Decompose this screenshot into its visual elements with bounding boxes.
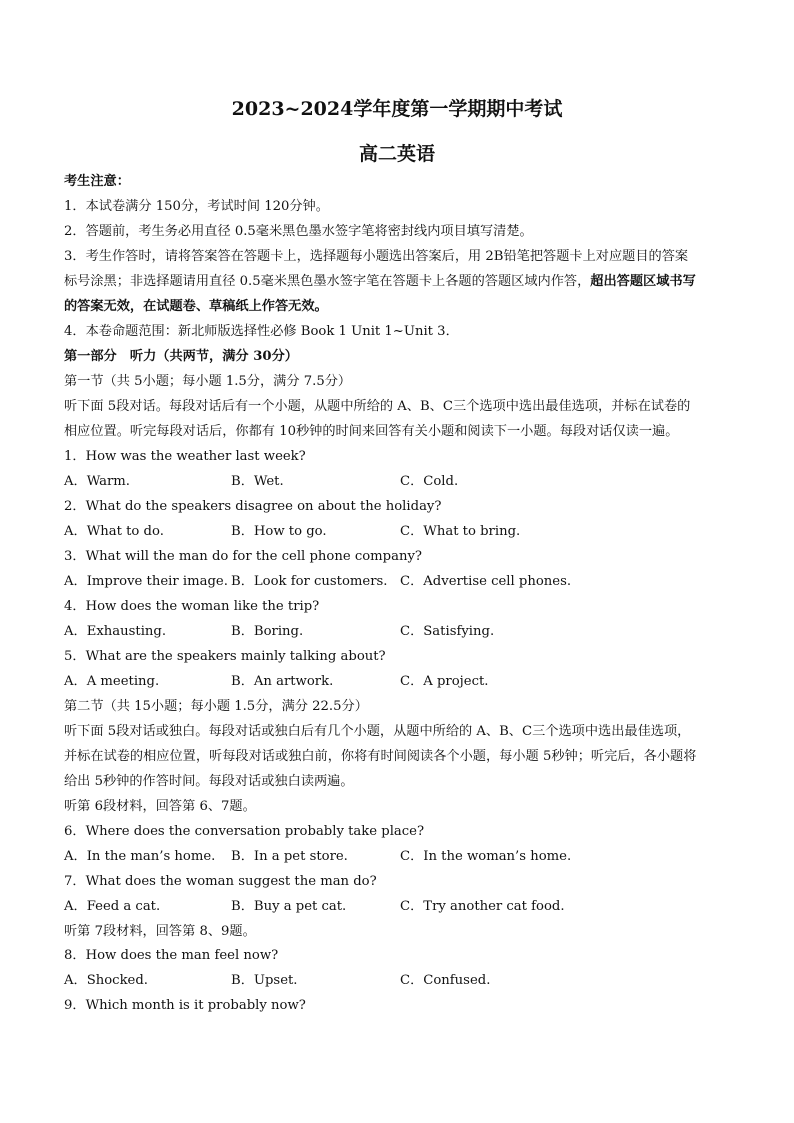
question-stem: 8．How does the man feel now? [64, 948, 279, 963]
option-b: B．Boring. [231, 624, 304, 639]
option-b: B．In a pet store. [231, 849, 348, 864]
question-stem: 4．How does the woman like the trip? [64, 599, 320, 614]
option-b: B．An artwork. [231, 674, 334, 689]
question-stem: 7．What does the woman suggest the man do? [64, 874, 377, 889]
question-options [64, 522, 736, 542]
question-options [64, 971, 736, 991]
option-c: C．Cold. [400, 474, 459, 489]
part-1-heading: 第一部分 听力（共两节，满分 30分） [64, 349, 298, 364]
option-c: C．Try another cat food. [400, 899, 565, 914]
option-b: B．Wet. [231, 474, 284, 489]
section-1-heading: 第一节（共 5小题；每小题 1.5分，满分 7.5分） [64, 374, 352, 389]
option-c: C．In the woman’s home. [400, 849, 572, 864]
question-stem: 1．How was the weather last week? [64, 449, 306, 464]
option-a: A．Feed a cat. [64, 899, 161, 914]
option-c: C．What to bring. [400, 524, 521, 539]
question-options [64, 572, 736, 592]
notice-item-3-line-2 [64, 272, 736, 292]
material-note: 听第 6段材料，回答第 6、7题。 [64, 799, 256, 814]
notice-item-4: 4．本卷命题范围：新北师版选择性必修 Book 1 Unit 1~Unit 3． [64, 324, 459, 339]
option-a: A．Improve their image. [64, 574, 228, 589]
section-2-instructions-1: 听下面 5段对话或独白。每段对话或独白后有几个小题，从题中所给的 A、B、C三个选项中选出最佳选项， [64, 724, 691, 739]
notice-item-3-plain: 标号涂黑；非选择题请用直径 0.5毫米黑色墨水签字笔在答题卡上各题的答题区域内作答， [64, 274, 591, 289]
question-options [64, 622, 736, 642]
option-c: C．Advertise cell phones. [400, 574, 572, 589]
notice-item-3-warning: 超出答题区域书写 [590, 274, 696, 289]
option-a: A．What to do. [64, 524, 164, 539]
section-1-instructions-1: 听下面 5段对话。每段对话后有一个小题，从题中所给的 A、B、C三个选项中选出最佳选项，并标在试卷的 [64, 399, 691, 414]
question-stem: 5．What are the speakers mainly talking about? [64, 649, 386, 664]
notice-item-3-line-3: 的答案无效，在试题卷、草稿纸上作答无效。 [64, 299, 328, 314]
option-c: C．Confused. [400, 973, 491, 988]
section-1-instructions-2: 相应位置。听完每段对话后，你都有 10秒钟的时间来回答有关小题和阅读下一小题。每段对话仅读一遍。 [64, 424, 679, 439]
exam-title: 2023~2024学年度第一学期期中考试 [231, 98, 563, 120]
notice-heading: 考生注意： [64, 174, 130, 189]
option-b: B．Upset. [231, 973, 298, 988]
option-a: A．Exhausting. [64, 624, 167, 639]
option-a: A．In the man’s home. [64, 849, 216, 864]
question-options [64, 672, 736, 692]
question-stem: 6．Where does the conversation probably take place? [64, 824, 425, 839]
section-2-instructions-3: 给出 5秒钟的作答时间。每段对话或独白读两遍。 [64, 774, 354, 789]
option-b: B．Buy a pet cat. [231, 899, 347, 914]
option-c: C．Satisfying. [400, 624, 495, 639]
question-stem: 3．What will the man do for the cell phone company? [64, 549, 422, 564]
material-note: 听第 7段材料，回答第 8、9题。 [64, 924, 256, 939]
option-a: A．Shocked. [64, 973, 148, 988]
section-2-heading: 第二节（共 15小题；每小题 1.5分，满分 22.5分） [64, 699, 368, 714]
notice-item-3-line-1: 3．考生作答时，请将答案答在答题卡上，选择题每小题选出答案后，用 2B铅笔把答题卡上对应题目的答案 [64, 249, 689, 264]
option-a: A．Warm. [64, 474, 130, 489]
question-options [64, 847, 736, 867]
option-c: C．A project. [400, 674, 489, 689]
option-b: B．How to go. [231, 524, 327, 539]
option-b: B．Look for customers. [231, 574, 388, 589]
question-stem: 9．Which month is it probably now? [64, 998, 306, 1013]
option-a: A．A meeting. [64, 674, 160, 689]
exam-subject: 高二英语 [358, 143, 435, 165]
section-2-instructions-2: 并标在试卷的相应位置，听每段对话或独白前，你将有时间阅读各个小题，每小题 5秒钟；听完后，各小题将 [64, 749, 697, 764]
notice-item-2: 2．答题前，考生务必用直径 0.5毫米黑色墨水签字笔将密封线内项目填写清楚。 [64, 224, 533, 239]
question-options [64, 897, 736, 917]
question-stem: 2．What do the speakers disagree on about the holiday? [64, 499, 442, 514]
notice-item-1: 1．本试卷满分 150分，考试时间 120分钟。 [64, 199, 329, 214]
question-options [64, 472, 736, 492]
